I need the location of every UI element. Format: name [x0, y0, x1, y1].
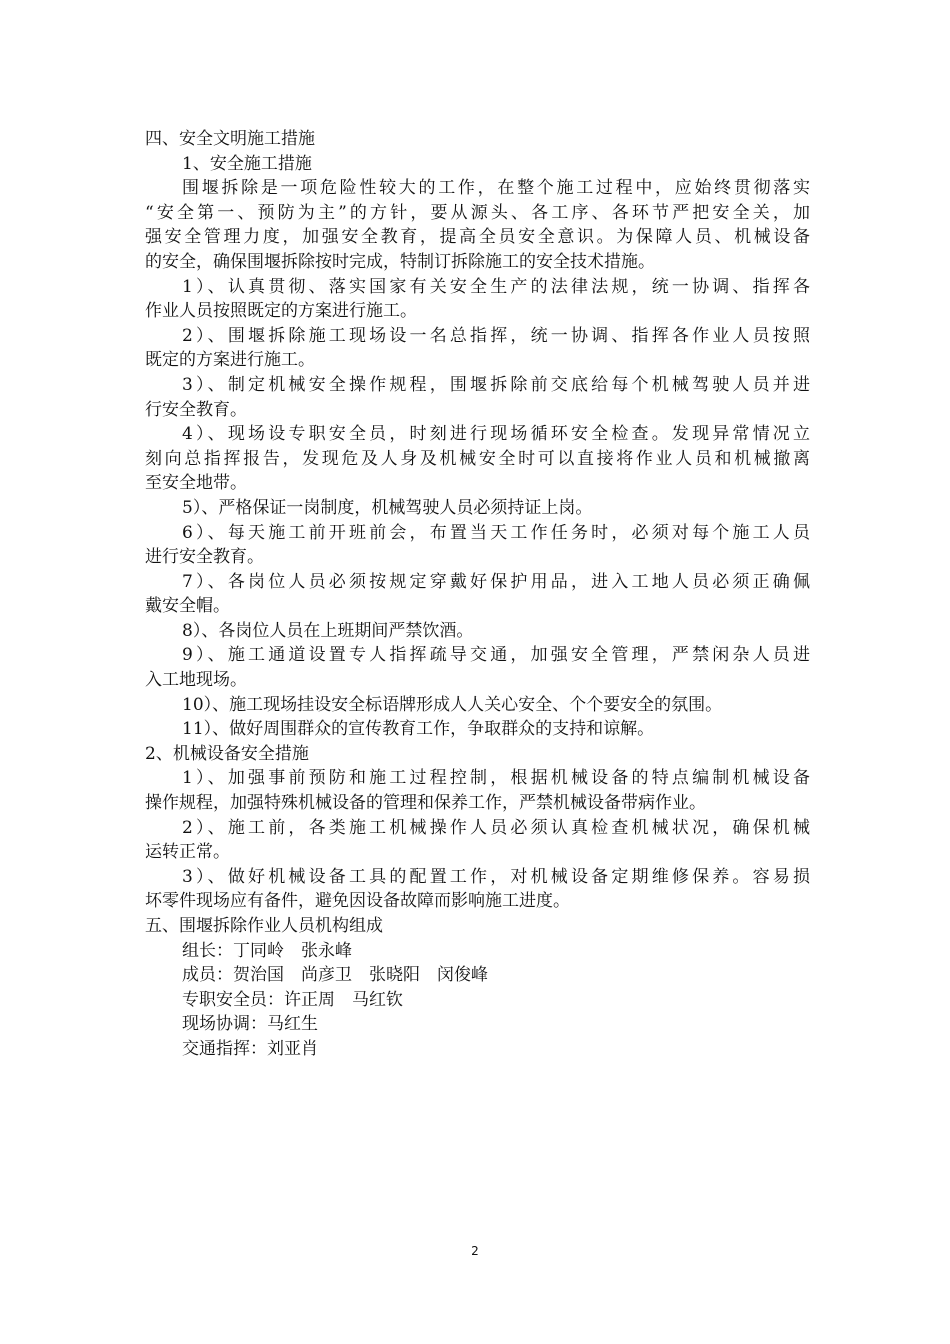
- text-line: 11）、做好周围群众的宣传教育工作，争取群众的支持和谅解。: [182, 719, 655, 740]
- text-line: 9）、施工通道设置专人指挥疏导交通，加强安全管理，严禁闲杂人员进: [182, 645, 810, 666]
- text-line: 作业人员按照既定的方案进行施工。: [145, 301, 417, 322]
- text-line: 运转正常。: [145, 842, 230, 863]
- text-line: 的安全，确保围堰拆除按时完成，特制订拆除施工的安全技术措施。: [145, 251, 655, 272]
- text-line: 刻向总指挥报告，发现危及人身及机械安全时可以直接将作业人员和机械撤离: [145, 448, 810, 469]
- text-line: 专职安全员：许正周 马红钦: [182, 989, 403, 1010]
- text-line: 3）、制定机械安全操作规程，围堰拆除前交底给每个机械驾驶人员并进: [182, 374, 810, 395]
- text-line: 10）、施工现场挂设安全标语牌形成人人关心安全、个个要安全的氛围。: [182, 694, 723, 715]
- document-body: [145, 127, 810, 1062]
- text-line: 戴安全帽。: [145, 596, 230, 617]
- text-line: 2、机械设备安全措施: [145, 743, 309, 764]
- text-line: 7）、各岗位人员必须按规定穿戴好保护用品，进入工地人员必须正确佩: [182, 571, 810, 592]
- text-line: 现场协调：马红生: [182, 1014, 318, 1035]
- text-line: 五、围堰拆除作业人员机构组成: [145, 916, 383, 936]
- page-number: 2: [471, 1244, 479, 1258]
- text-line: 进行安全教育。: [145, 547, 264, 568]
- text-line: 围堰拆除是一项危险性较大的工作，在整个施工过程中，应始终贯彻落实: [182, 178, 810, 199]
- text-line: 四、安全文明施工措施: [145, 129, 315, 149]
- text-line: 8）、各岗位人员在上班期间严禁饮酒。: [182, 620, 474, 641]
- text-line: 5）、严格保证一岗制度，机械驾驶人员必须持证上岗。: [182, 497, 593, 518]
- text-line: 3）、做好机械设备工具的配置工作，对机械设备定期维修保养。容易损: [182, 866, 810, 887]
- text-line: 入工地现场。: [145, 670, 247, 691]
- text-line: 既定的方案进行施工。: [145, 350, 315, 371]
- text-line: 成员：贺治国 尚彦卫 张晓阳 闵俊峰: [182, 965, 488, 986]
- text-line: 2）、围堰拆除施工现场设一名总指挥，统一协调、指挥各作业人员按照: [182, 325, 810, 346]
- text-line: 6）、每天施工前开班前会，布置当天工作任务时，必须对每个施工人员: [182, 522, 810, 543]
- text-line: 至安全地带。: [145, 473, 247, 494]
- text-line: 1）、加强事前预防和施工过程控制，根据机械设备的特点编制机械设备: [182, 768, 810, 789]
- text-line: 1）、认真贯彻、落实国家有关安全生产的法律法规，统一协调、指挥各: [182, 276, 810, 297]
- text-line: 4）、现场设专职安全员，时刻进行现场循环安全检查。发现异常情况立: [182, 424, 810, 445]
- text-line: 交通指挥：刘亚肖: [182, 1038, 318, 1059]
- text-line: 组长：丁同岭 张永峰: [182, 940, 352, 961]
- text-line: 坏零件现场应有备件，避免因设备故障而影响施工进度。: [145, 891, 570, 912]
- text-line: 2）、施工前，各类施工机械操作人员必须认真检查机械状况，确保机械: [182, 817, 810, 838]
- text-line: 强安全管理力度，加强安全教育，提高全员安全意识。为保障人员、机械设备: [145, 227, 810, 248]
- text-line: “安全第一、预防为主”的方针，要从源头、各工序、各环节严把安全关，加: [145, 202, 810, 223]
- text-line: 1、安全施工措施: [182, 153, 312, 174]
- text-line: 行安全教育。: [145, 399, 247, 420]
- text-line: 操作规程，加强特殊机械设备的管理和保养工作，严禁机械设备带病作业。: [145, 793, 706, 814]
